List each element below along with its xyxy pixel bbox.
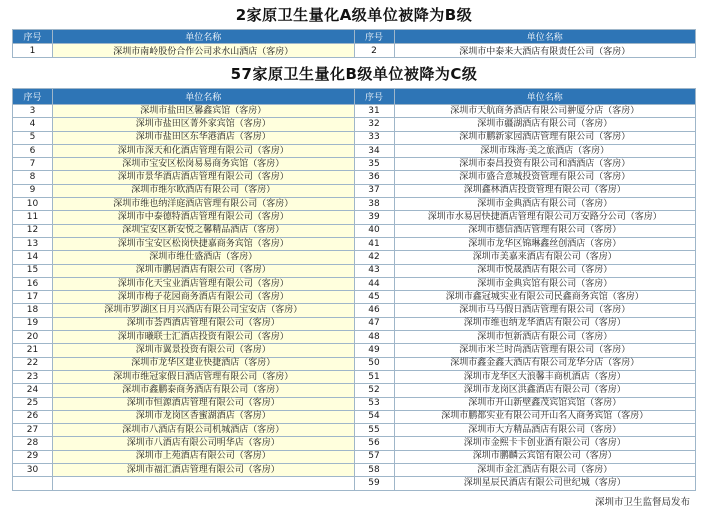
cell-seq: 26	[13, 410, 53, 423]
table-row	[13, 357, 696, 370]
cell-name: 深圳市龙华区建业快捷酒店（客房）	[53, 357, 355, 370]
cell-name: 深圳市维冠家假日酒店管理有限公司（客房）	[53, 370, 355, 383]
cell-name: 深圳市龙岗区洪鑫酒店有限公司（客房）	[394, 384, 696, 397]
cell-name: 深圳市天航商务酒店有限公司翀厦分店（客房）	[394, 105, 696, 118]
cell-name: 深圳市中泰德特酒店管理有限公司（客房）	[53, 211, 355, 224]
cell-name: 深圳市上苑酒店有限公司（客房）	[53, 450, 355, 463]
cell-seq: 22	[13, 357, 53, 370]
table-row	[13, 158, 696, 171]
cell-name: 深圳市中泰来大酒店有限责任公司（客房）	[394, 44, 696, 58]
table-row	[13, 237, 696, 250]
cell-name: 深圳市盐田区东华港酒店（客房）	[53, 131, 355, 144]
cell-name: 深圳市马马假日酒店管理有限公司（客房）	[394, 304, 696, 317]
cell-seq: 44	[354, 277, 394, 290]
table-b	[12, 88, 696, 491]
table-row	[13, 370, 696, 383]
cell-name: 深圳市维也纳洋庭酒店管理有限公司（客房）	[53, 198, 355, 211]
table-a-header-seq-1: 序号	[13, 30, 53, 44]
cell-name: 深圳市盛合意城投资管理有限公司（客房）	[394, 171, 696, 184]
cell-seq: 12	[13, 224, 53, 237]
cell-seq: 11	[13, 211, 53, 224]
table-a-header-seq-2: 序号	[354, 30, 394, 44]
cell-seq: 18	[13, 304, 53, 317]
cell-name: 深圳市金典酒店有限公司（客房）	[394, 198, 696, 211]
cell-seq: 40	[354, 224, 394, 237]
section-a-title: 2家原卫生量化A级单位被降为B级	[235, 6, 473, 24]
cell-seq: 39	[354, 211, 394, 224]
table-row	[13, 410, 696, 423]
cell-name: 深圳市八酒店有限公司机城酒店（客房）	[53, 424, 355, 437]
table-row	[13, 477, 696, 490]
cell-seq: 2	[354, 44, 394, 58]
cell-name: 深圳市美嘉来酒店有限公司（客房）	[394, 251, 696, 264]
table-row	[13, 437, 696, 450]
cell-name: 深圳市德信酒店管理有限公司（客房）	[394, 224, 696, 237]
cell-name: 深圳市宝安区松岗易易商务宾馆（客房）	[53, 158, 355, 171]
table-row	[13, 264, 696, 277]
cell-name: 深圳市水易居快捷酒店管理有限公司万安路分公司（客房）	[394, 211, 696, 224]
cell-name: 深圳市景华酒店酒店管理有限公司（客房）	[53, 171, 355, 184]
cell-seq: 37	[354, 184, 394, 197]
table-row	[13, 384, 696, 397]
cell-seq: 7	[13, 158, 53, 171]
cell-name: 深圳市荟西酒店管理有限公司（客房）	[53, 317, 355, 330]
cell-name: 深圳市深天和化酒店管理有限公司（客房）	[53, 144, 355, 157]
cell-seq: 13	[13, 237, 53, 250]
cell-seq: 27	[13, 424, 53, 437]
cell-seq: 48	[354, 331, 394, 344]
table-row	[13, 171, 696, 184]
table-row	[13, 277, 696, 290]
cell-seq: 41	[354, 237, 394, 250]
table-row	[13, 224, 696, 237]
table-row	[13, 184, 696, 197]
cell-name: 深圳市鑫金鑫大酒店有限公司龙华分店（客房）	[394, 357, 696, 370]
cell-name: 深圳市恒新酒店有限公司（客房）	[394, 331, 696, 344]
cell-name: 深圳市鹏麟云宾馆有限公司（客房）	[394, 450, 696, 463]
table-b-header-seq-2: 序号	[354, 89, 394, 105]
cell-seq: 16	[13, 277, 53, 290]
cell-name: 深圳市鹏都实业有限公司开山名人商务宾馆（客房）	[394, 410, 696, 423]
cell-name: 深圳市罗湖区日月兴酒店有限公司宝安店（客房）	[53, 304, 355, 317]
cell-seq: 30	[13, 464, 53, 477]
cell-name: 深圳市米兰时尚酒店管理有限公司（客房）	[394, 344, 696, 357]
cell-name: 深圳市维仕盛酒店（客房）	[53, 251, 355, 264]
cell-seq: 29	[13, 450, 53, 463]
cell-seq: 50	[354, 357, 394, 370]
table-row	[13, 211, 696, 224]
table-a-body	[13, 44, 696, 58]
cell-name	[53, 477, 355, 490]
cell-seq: 31	[354, 105, 394, 118]
cell-name: 深圳市大方精品酒店有限公司（客房）	[394, 424, 696, 437]
table-row	[13, 317, 696, 330]
cell-name: 深圳市龙华区大浪馨丰商机酒店（客房）	[394, 370, 696, 383]
table-row	[13, 331, 696, 344]
publisher-note: 深圳市卫生监督局发布	[594, 496, 690, 508]
cell-name: 深圳市泰昌投资有限公司和酒酒店（客房）	[394, 158, 696, 171]
cell-seq: 59	[354, 477, 394, 490]
cell-name: 深圳市维尔欧酒店有限公司（客房）	[53, 184, 355, 197]
cell-seq: 57	[354, 450, 394, 463]
cell-name: 深圳鑫林酒店投资管理有限公司（客房）	[394, 184, 696, 197]
table-row	[13, 450, 696, 463]
cell-name: 深圳市金典宾馆有限公司（客房）	[394, 277, 696, 290]
table-row	[13, 424, 696, 437]
cell-seq: 24	[13, 384, 53, 397]
table-row	[13, 131, 696, 144]
table-row	[13, 291, 696, 304]
section-b-title: 57家原卫生量化B级单位被降为C级	[230, 65, 478, 83]
cell-seq: 54	[354, 410, 394, 423]
cell-name: 深圳市盐田区馨鑫宾馆（客房）	[53, 105, 355, 118]
table-b-header-row	[13, 89, 696, 105]
cell-seq: 21	[13, 344, 53, 357]
cell-seq: 9	[13, 184, 53, 197]
table-b-header-seq-1: 序号	[13, 89, 53, 105]
table-row	[13, 304, 696, 317]
cell-seq: 53	[354, 397, 394, 410]
cell-name: 深圳市福汇酒店管理有限公司（客房）	[53, 464, 355, 477]
cell-seq: 51	[354, 370, 394, 383]
cell-seq: 42	[354, 251, 394, 264]
cell-name: 深圳市梅子花园商务酒店有限公司（客房）	[53, 291, 355, 304]
cell-name: 深圳市金汇酒店有限公司（客房）	[394, 464, 696, 477]
cell-seq: 56	[354, 437, 394, 450]
table-b-header-name-1: 单位名称	[53, 89, 355, 105]
cell-name: 深圳市疆湖酒店有限公司（客房）	[394, 118, 696, 131]
cell-name: 深圳市龙华区锦琳鑫丝创酒店（客房）	[394, 237, 696, 250]
cell-name: 深圳市盐田区菁外家宾馆（客房）	[53, 118, 355, 131]
cell-name: 深圳市龙岗区香蜜湖酒店（客房）	[53, 410, 355, 423]
cell-name: 深圳市鑫冠城实业有限公司民鑫商务宾馆（客房）	[394, 291, 696, 304]
cell-name: 深圳市鹏新家园酒店管理有限公司（客房）	[394, 131, 696, 144]
cell-name: 深圳市八酒店有限公司明华店（客房）	[53, 437, 355, 450]
cell-name: 深圳市恒源酒店管理有限公司（客房）	[53, 397, 355, 410]
cell-seq: 4	[13, 118, 53, 131]
cell-name: 深圳市化天宝业酒店管理有限公司（客房）	[53, 277, 355, 290]
cell-name: 深圳市珠海·美之旅酒店（客房）	[394, 144, 696, 157]
cell-seq: 6	[13, 144, 53, 157]
cell-seq: 47	[354, 317, 394, 330]
cell-name: 深圳星辰民酒店有限公司世纪城（客房）	[394, 477, 696, 490]
cell-name: 深圳宝安区新安悦之馨精品酒店（客房）	[53, 224, 355, 237]
cell-seq: 35	[354, 158, 394, 171]
table-a-header-name-1: 单位名称	[53, 30, 355, 44]
cell-seq: 46	[354, 304, 394, 317]
cell-name: 深圳市鹏居酒店有限公司（客房）	[53, 264, 355, 277]
cell-seq: 19	[13, 317, 53, 330]
cell-name: 深圳市鑫鹏泰商务酒店有限公司（客房）	[53, 384, 355, 397]
table-b-header-name-2: 单位名称	[394, 89, 696, 105]
cell-seq: 8	[13, 171, 53, 184]
cell-seq: 36	[354, 171, 394, 184]
table-row	[13, 397, 696, 410]
table-a	[12, 29, 696, 58]
table-a-header-row	[13, 30, 696, 44]
cell-seq: 45	[354, 291, 394, 304]
cell-seq: 34	[354, 144, 394, 157]
cell-name: 深圳市翼景投资有限公司（客房）	[53, 344, 355, 357]
cell-seq: 55	[354, 424, 394, 437]
table-a-header-name-2: 单位名称	[394, 30, 696, 44]
cell-seq: 25	[13, 397, 53, 410]
cell-name: 深圳市金熙卡卡创业酒有限公司（客房）	[394, 437, 696, 450]
table-row	[13, 118, 696, 131]
cell-seq: 43	[354, 264, 394, 277]
cell-name: 深圳市开山新壁鑫茂宾馆宾馆（客房）	[394, 397, 696, 410]
cell-seq: 28	[13, 437, 53, 450]
table-row	[13, 344, 696, 357]
table-row	[13, 105, 696, 118]
cell-seq: 1	[13, 44, 53, 58]
cell-seq: 14	[13, 251, 53, 264]
table-b-body	[13, 105, 696, 491]
cell-seq: 38	[354, 198, 394, 211]
cell-seq: 23	[13, 370, 53, 383]
cell-seq: 17	[13, 291, 53, 304]
cell-name: 深圳市曦联士汇酒店投资有限公司（客房）	[53, 331, 355, 344]
cell-seq: 10	[13, 198, 53, 211]
table-row	[13, 144, 696, 157]
cell-name: 深圳市南岭股份合作公司求水山酒店（客房）	[53, 44, 355, 58]
cell-seq: 3	[13, 105, 53, 118]
cell-seq: 52	[354, 384, 394, 397]
cell-name: 深圳市宝安区松岗快捷嘉商务宾馆（客房）	[53, 237, 355, 250]
cell-seq: 33	[354, 131, 394, 144]
cell-seq: 5	[13, 131, 53, 144]
cell-seq: 15	[13, 264, 53, 277]
cell-seq: 32	[354, 118, 394, 131]
table-row	[13, 44, 696, 58]
table-row	[13, 251, 696, 264]
cell-seq: 20	[13, 331, 53, 344]
cell-seq: 58	[354, 464, 394, 477]
cell-seq	[13, 477, 53, 490]
cell-name: 深圳市悦晟酒店有限公司（客房）	[394, 264, 696, 277]
table-row	[13, 464, 696, 477]
cell-seq: 49	[354, 344, 394, 357]
table-row	[13, 198, 696, 211]
cell-name: 深圳市维也纳龙华酒店有限公司（客房）	[394, 317, 696, 330]
